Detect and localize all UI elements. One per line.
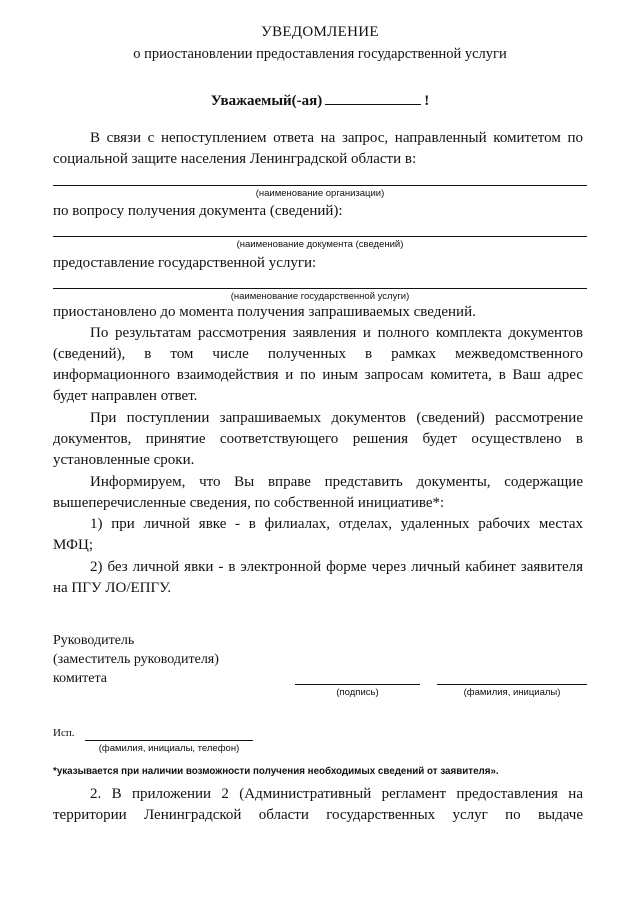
signature-blank-line <box>295 684 420 685</box>
document-caption: (наименование документа (сведений) <box>236 239 404 250</box>
receipt-line-1: При поступлении запрашиваемых документов (сведений) рассмотрение <box>90 410 583 426</box>
footnote: *указывается при наличии возможности получения необходимых сведений от заявителя». <box>53 766 499 777</box>
intro-line-1: В связи с непоступлением ответа на запрос, направленный комитетом по <box>90 130 583 146</box>
signatory-line-2: (заместитель руководителя) <box>53 652 219 667</box>
service-blank-line <box>53 288 587 289</box>
name-blank-line <box>437 684 587 685</box>
review-line-3: информационного взаимодействия и по иным запросам комитета, в Ваш адрес <box>53 367 583 383</box>
document-subtitle: о приостановлении предоставления государственной услуги <box>133 46 507 62</box>
suspended-text: приостановлено до момента получения запрашиваемых сведений. <box>53 304 476 320</box>
document-title: УВЕДОМЛЕНИЕ <box>261 24 379 40</box>
receipt-line-2: документов, принятие соответствующего решения будет осуществлено в <box>53 431 583 447</box>
executor-blank-line <box>85 740 253 741</box>
executor-label: Исп. <box>53 727 75 739</box>
option-2-line-2: на ПГУ ЛО/ЕПГУ. <box>53 580 172 596</box>
greeting-exclamation: ! <box>424 93 430 109</box>
intro-line-2: социальной защите населения Ленинградской области в: <box>53 151 417 167</box>
greeting-salutation: Уважаемый(-ая) <box>210 93 323 109</box>
signatory-line-3: комитета <box>53 671 108 686</box>
service-caption: (наименование государственной услуги) <box>230 291 410 302</box>
organization-caption: (наименование организации) <box>255 188 385 199</box>
signatory-line-1: Руководитель <box>53 633 135 648</box>
review-line-1: По результатам рассмотрения заявления и полного комплекта документов <box>90 325 583 341</box>
inform-line-2: вышеперечисленные сведения, по собственной инициативе*: <box>53 495 445 511</box>
greeting <box>0 90 640 110</box>
recipient-name-blank <box>325 90 421 105</box>
service-provision: предоставление государственной услуги: <box>53 255 317 271</box>
document-blank-line <box>53 236 587 237</box>
receipt-line-3: установленные сроки. <box>53 452 195 468</box>
inform-line-1: Информируем, что Вы вправе представить документы, содержащие <box>90 474 583 490</box>
document-question: по вопросу получения документа (сведений): <box>53 203 343 219</box>
review-line-4: будет направлен ответ. <box>53 388 198 404</box>
appendix-line-2: территории Ленинградской области государственных услуг по выдаче <box>53 807 583 823</box>
review-line-2: (сведений), в том числе полученных в рамках межведомственного <box>53 346 583 362</box>
option-2-line-1: 2) без личной явки - в электронной форме через личный кабинет заявителя <box>90 559 583 575</box>
signature-caption: (подпись) <box>336 687 379 698</box>
option-1-line-2: МФЦ; <box>53 537 93 553</box>
appendix-line-1: 2. В приложении 2 (Административный регламент предоставления на <box>90 786 583 802</box>
option-1-line-1: 1) при личной явке - в филиалах, отделах, удаленных рабочих местах <box>90 516 583 532</box>
name-caption: (фамилия, инициалы) <box>463 687 561 698</box>
executor-caption: (фамилия, инициалы, телефон) <box>98 743 240 754</box>
organization-blank-line <box>53 185 587 186</box>
